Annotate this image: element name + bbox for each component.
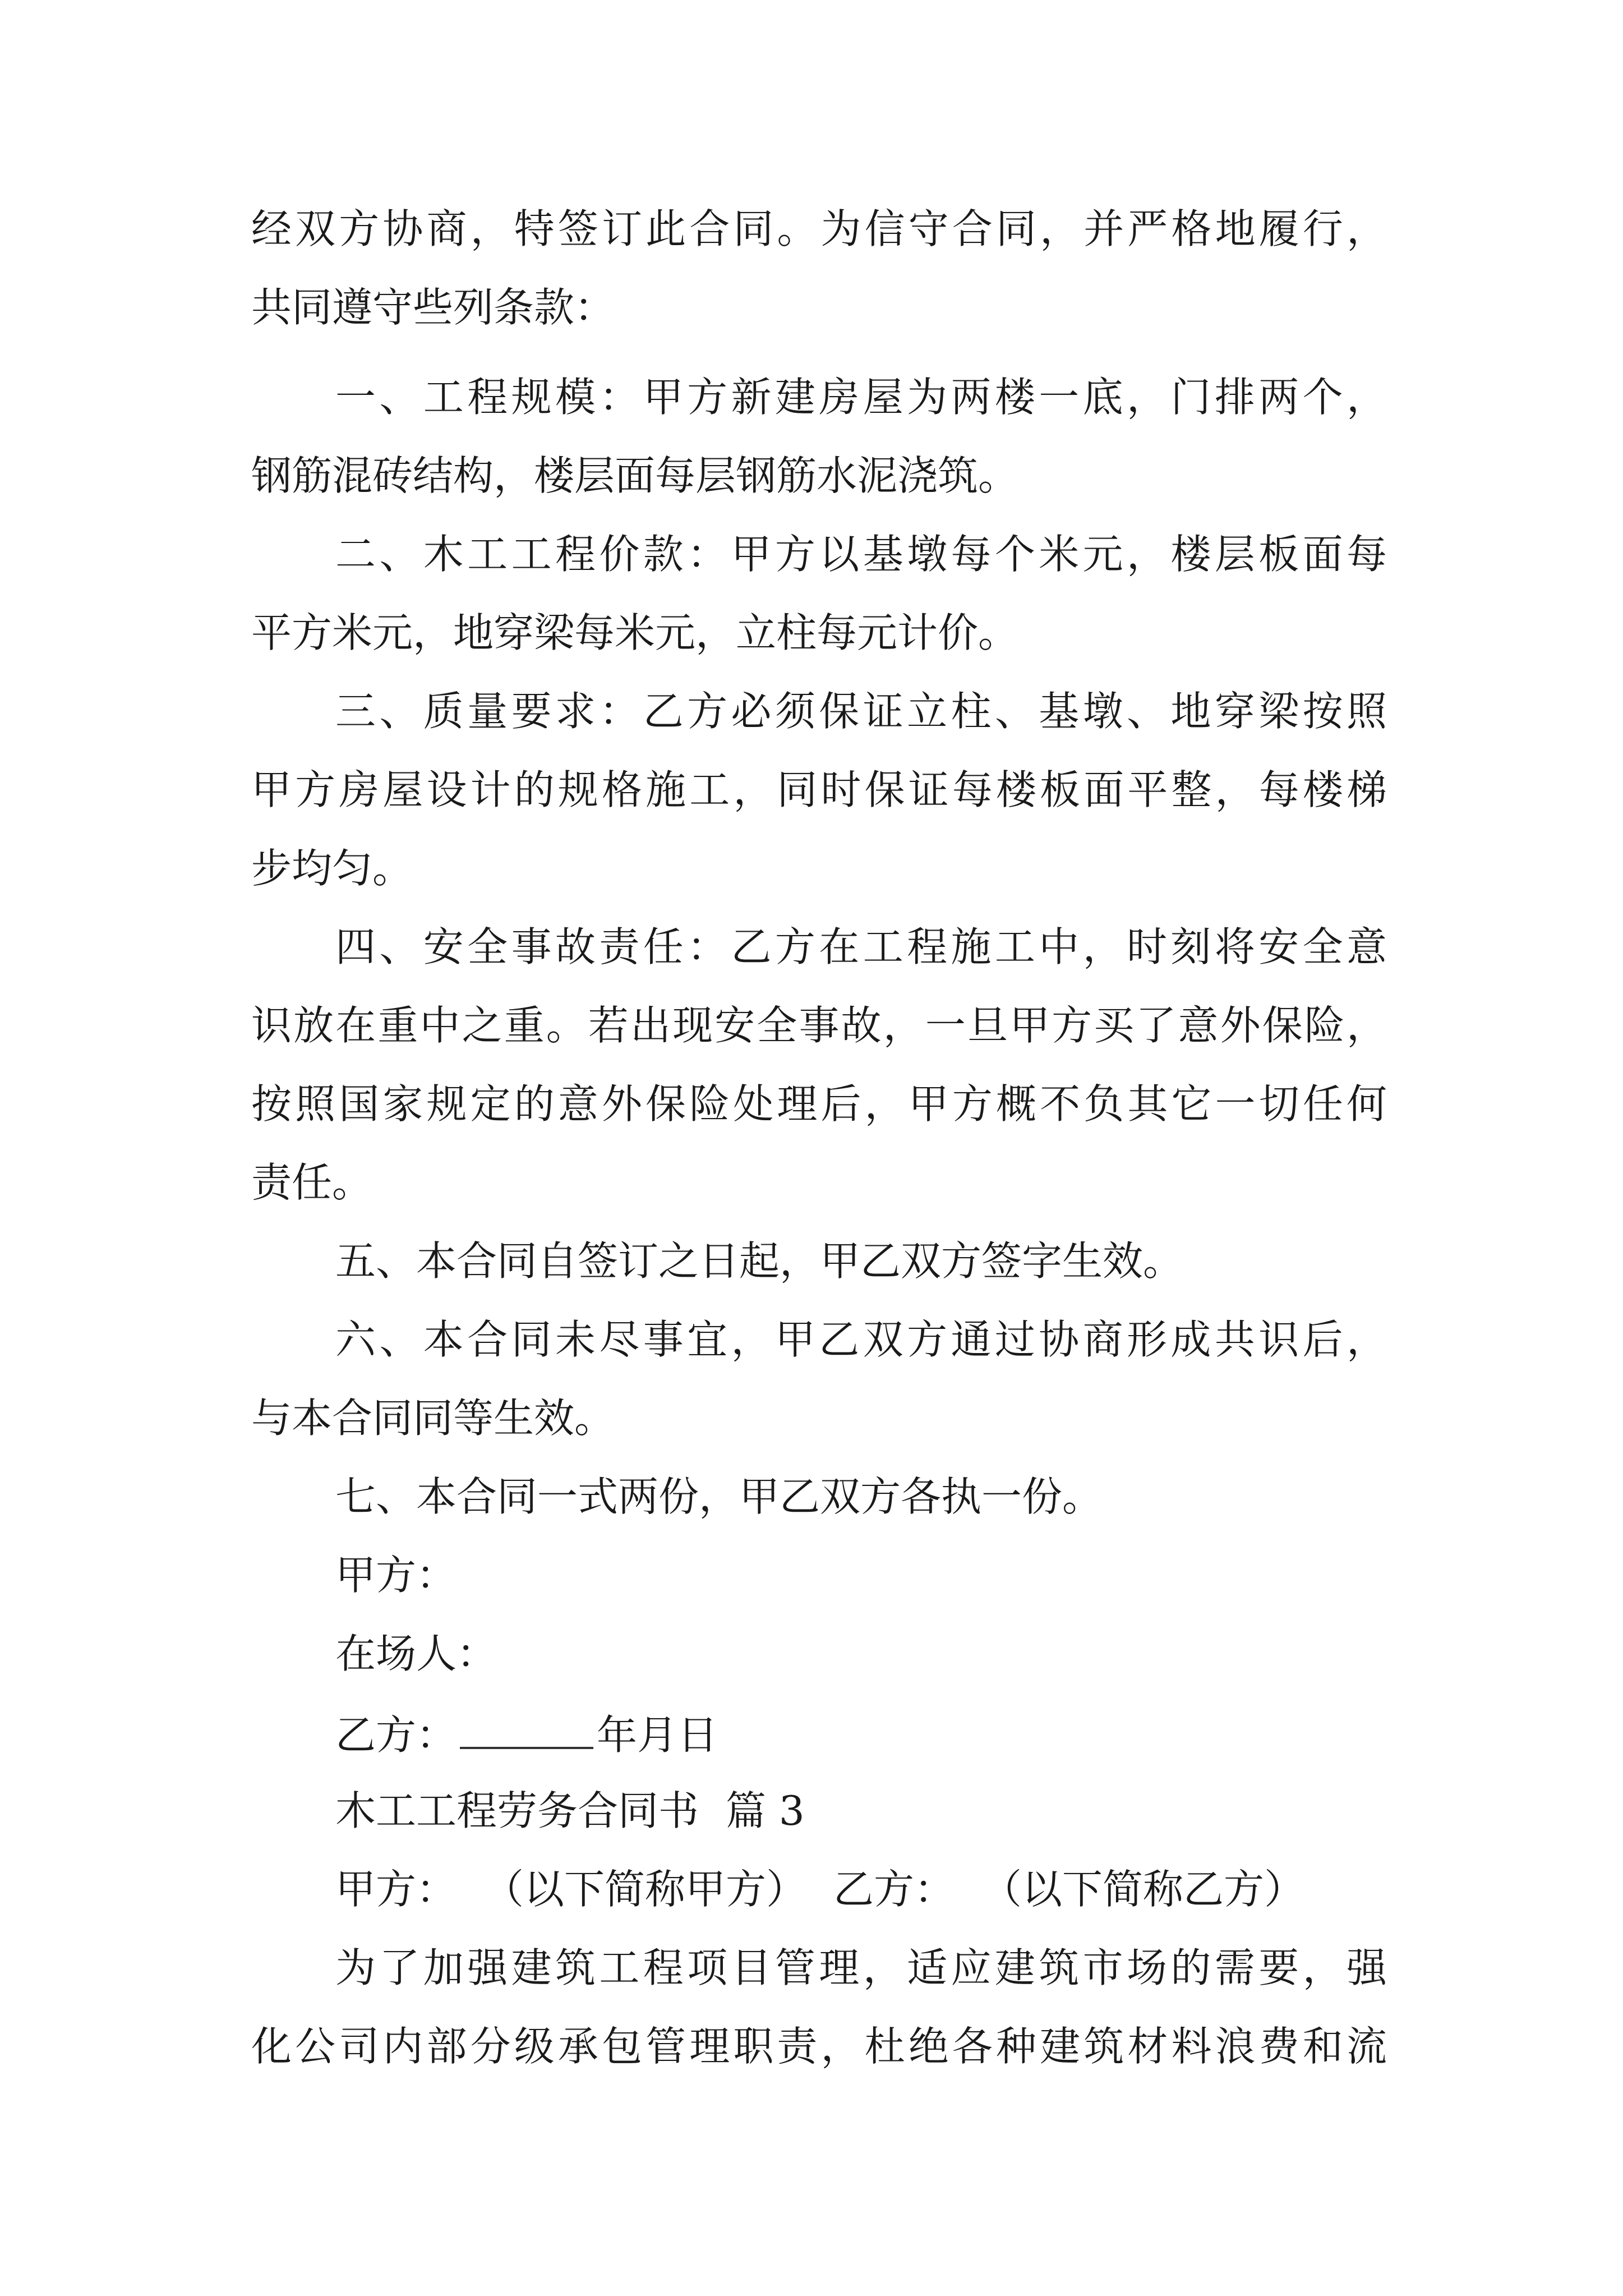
paragraph-line: 共同遵守些列条款： xyxy=(251,284,615,331)
party-a-note: （以下简称甲方） xyxy=(483,1866,807,1913)
section-title: 木工工程劳务合同书 xyxy=(335,1787,699,1834)
clause-3-line: 三、质量要求：乙方必须保证立柱、基墩、地穿梁按照 xyxy=(335,688,1387,735)
preamble-line: 化公司内部分级承包管理职责，杜绝各种建筑材料浪费和流 xyxy=(251,2023,1387,2070)
signature-blank xyxy=(460,1712,593,1749)
clause-4-line: 识放在重中之重。若出现安全事故，一旦甲方买了意外保险， xyxy=(251,1002,1387,1049)
clause-4-line: 按照国家规定的意外保险处理后，甲方概不负其它一切任何 xyxy=(251,1080,1387,1128)
clause-6-line: 与本合同同等生效。 xyxy=(251,1395,615,1442)
preamble-line: 为了加强建筑工程项目管理，适应建筑市场的需要，强 xyxy=(335,1944,1387,1991)
clause-6-line: 六、本合同未尽事宜，甲乙双方通过协商形成共识后， xyxy=(335,1316,1387,1363)
parties-line xyxy=(335,1866,1305,1913)
party-a-label: 甲方： xyxy=(335,1866,457,1913)
clause-4-line: 四、安全事故责任：乙方在工程施工中，时刻将安全意 xyxy=(335,923,1387,970)
party-b-date-line xyxy=(335,1711,718,1759)
section-heading xyxy=(335,1787,805,1834)
party-a-signature-line: 甲方： xyxy=(335,1552,457,1599)
clause-3-line: 步均匀。 xyxy=(251,845,413,892)
clause-2-line: 二、木工工程价款：甲方以基墩每个米元，楼层板面每 xyxy=(335,531,1387,578)
clause-7-line: 七、本合同一式两份，甲乙双方各执一份。 xyxy=(335,1473,1103,1520)
section-number: 篇 3 xyxy=(726,1787,805,1834)
party-b-note: （以下简称乙方） xyxy=(981,1866,1305,1913)
date-label: 年月日 xyxy=(597,1711,718,1759)
party-b-label: 乙方： xyxy=(833,1866,955,1913)
witness-signature-line: 在场人： xyxy=(335,1630,497,1677)
clause-4-line: 责任。 xyxy=(251,1159,373,1206)
clause-5-line: 五、本合同自签订之日起，甲乙双方签字生效。 xyxy=(335,1237,1184,1285)
clause-2-line: 平方米元，地穿梁每米元，立柱每元计价。 xyxy=(251,609,1019,656)
clause-1-line: 一、工程规模：甲方新建房屋为两楼一底，门排两个， xyxy=(335,374,1387,421)
party-b-label: 乙方： xyxy=(335,1711,457,1759)
clause-3-line: 甲方房屋设计的规格施工，同时保证每楼板面平整，每楼梯 xyxy=(251,766,1387,813)
clause-1-line: 钢筋混砖结构，楼层面每层钢筋水泥浇筑。 xyxy=(251,452,1019,499)
paragraph-line: 经双方协商，特签订此合同。为信守合同，并严格地履行， xyxy=(251,205,1387,252)
